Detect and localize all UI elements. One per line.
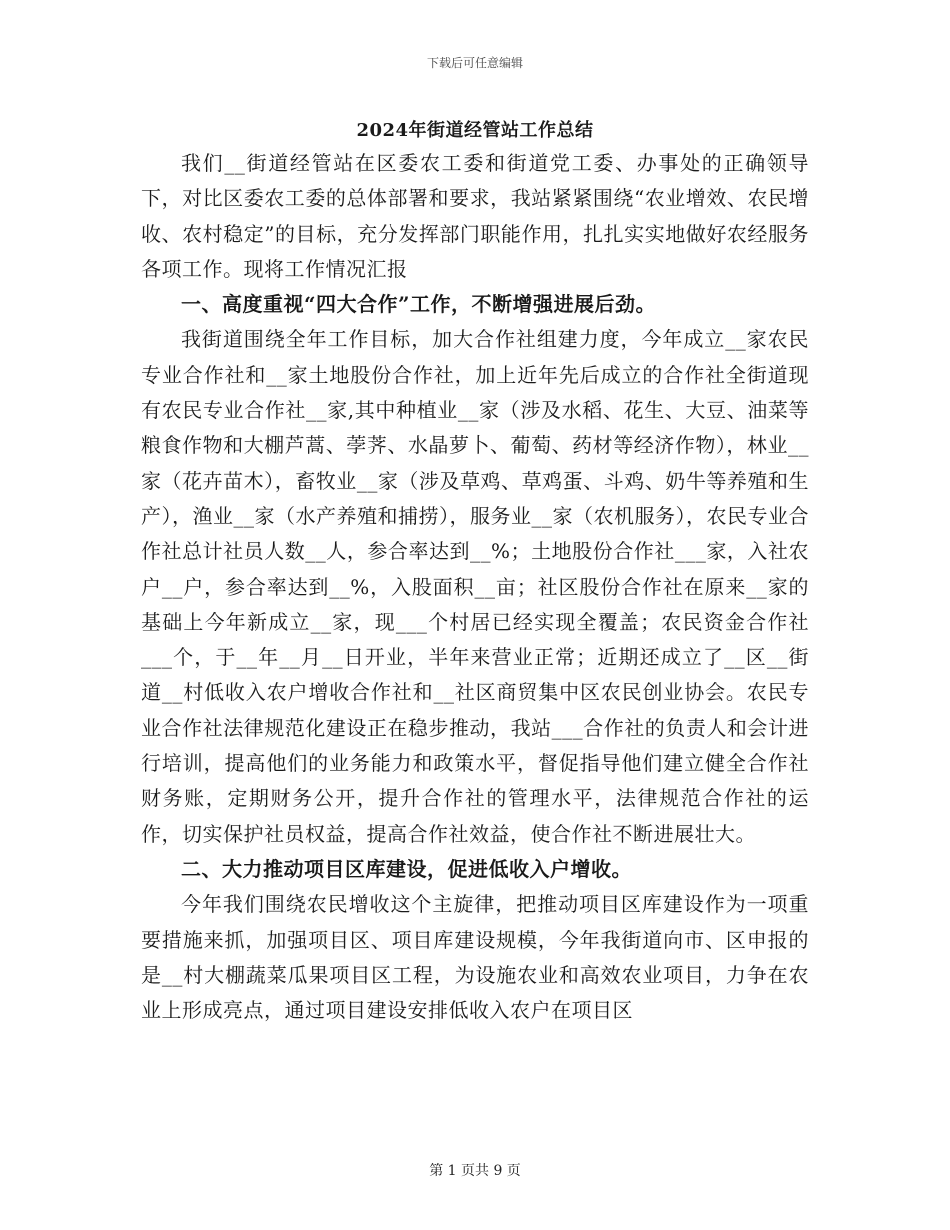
document-title: 2024年街道经管站工作总结 [356, 120, 594, 141]
intro-paragraph: 我们__街道经管站在区委农工委和街道党工委、办事处的正确领导下，对比区委农工委的总体部署和要求，我站紧紧围绕“农业增效、农民增收、农村稳定”的目标，充分发挥部门职能作用，扎扎实实地做好农经服务各项工作。现将工作情况汇报 [141, 151, 809, 281]
page-number: 第 1 页共 9 页 [429, 1163, 521, 1179]
document-body [141, 146, 809, 1028]
section-1-paragraph: 我街道围绕全年工作目标，加大合作社组建力度，今年成立__家农民专业合作社和__家土地股份合作社，加上近年先后成立的合作社全街道现有农民专业合作社__家,其中种植业__家（涉及水稻、花生、大豆、油菜等粮食作物和大棚芦蒿、荸荠、水晶萝卜、葡萄、药材等经济作物），林业__家（花卉苗木），畜牧业__家（涉及草鸡、草鸡蛋、斗鸡、奶牛等养殖和生产），渔业__家（水产养殖和捕捞），服务业__家（农机服务），农民专业合作社总计社员人数__人，参合率达到__%；土地股份合作社___家，入社农户__户，参合率达到__%，入股面积__亩；社区股份合作社在原来__家的基础上今年新成立__家，现___个村居已经实现全覆盖；农民资金合作社___个，于__年__月__日开业，半年来营业正常；近期还成立了__区__街道__村低收入农户增收合作社和__社区商贸集中区农民创业协会。农民专业合作社法律规范化建设正在稳步推动，我站___合作社的负责人和会计进行培训，提高他们的业务能力和政策水平，督促指导他们建立健全合作社财务账，定期财务公开，提升合作社的管理水平，法律规范合作社的运作，切实保护社员权益，提高合作社效益，使合作社不断进展壮大。 [141, 327, 809, 846]
header-note: 下载后可任意编辑 [426, 56, 523, 70]
section-2-paragraph: 今年我们围绕农民增收这个主旋律，把推动项目区库建设作为一项重要措施来抓，加强项目区、项目库建设规模，今年我街道向市、区申报的是__村大棚蔬菜瓜果项目区工程，为设施农业和高效农业项目，力争在农业上形成亮点，通过项目建设安排低收入农户在项目区 [141, 892, 809, 1023]
section-heading-1: 一、高度重视“四大合作”工作，不断增强进展后劲。 [181, 292, 657, 317]
section-heading-2: 二、大力推动项目区库建设，促进低收入户增收。 [181, 856, 632, 881]
